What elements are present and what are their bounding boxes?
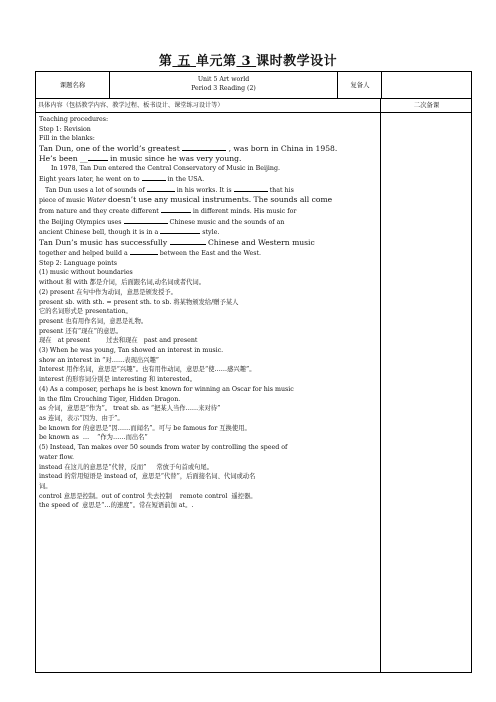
- language-point: 它的名词形式是 presentation。: [39, 308, 132, 316]
- topic-label: 课题名称: [36, 72, 110, 98]
- language-point: control 意思是控制。out of control 失去控制 remote control 遥控器。: [39, 492, 257, 500]
- language-point: without 和 with 都是介词，后面跟名词,动名词或者代词。: [39, 279, 206, 287]
- language-point: present sb. with sth. = present sth. to sb. 将某物颁发给/赠予某人: [39, 298, 239, 306]
- unit-number: 五: [177, 54, 191, 69]
- lesson-number: 3: [241, 54, 252, 69]
- title-suffix: 课时教学设计: [256, 54, 338, 69]
- topic-period: Period 3 Reading (2): [191, 85, 256, 92]
- title-prefix: 第: [158, 54, 173, 69]
- language-point: instead 在这儿的意思是“代替，反而” 常放于句首或句尾。: [39, 463, 214, 471]
- passage-line: In 1978, Tan Dun entered the Central Conservatory of Music in Beijing.: [51, 165, 281, 173]
- language-point: as 介词，意思是“作为”。 treat sb. as “把某人当作……来对待”: [39, 405, 221, 413]
- topic-row: [36, 72, 471, 99]
- passage-line: the Beijing Olympics uses Chinese music and the sounds of an: [39, 218, 285, 226]
- page-title: [0, 50, 496, 69]
- step2-heading: Step 2: Language points: [39, 259, 117, 267]
- language-point: water flow.: [39, 453, 75, 461]
- lesson-content: [36, 113, 381, 672]
- passage-line: ancient Chinese bell, though it is in a style.: [39, 229, 220, 237]
- language-point: as 连词，表示“因为、由于”。: [39, 414, 124, 422]
- passage-line: Eight years later, he went on to in the USA.: [39, 175, 205, 183]
- language-point: Interest 用作名词，意思是“兴趣”。也有用作动词，意思是“使……感兴趣”。: [39, 366, 256, 374]
- language-point: (4) As a composer, perhaps he is best known for winning an Oscar for his music: [39, 385, 294, 393]
- language-point: be known for 的意思是“因……而闻名”。可与 be famous for 互换使用。: [39, 424, 251, 432]
- fill-blanks-heading: Fill in the blanks:: [39, 135, 95, 143]
- passage-line: Tan Dun uses a lot of sounds of in his works. It is that his: [45, 186, 294, 194]
- topic-value: [110, 72, 338, 98]
- language-point: present 还有“现在”的意思。: [39, 327, 123, 335]
- procedures-heading: Teaching procedures:: [39, 116, 109, 123]
- content-header: 具体内容（包括教学内容、教学过程、板书设计、课堂练习设计等）: [36, 99, 381, 112]
- passage-line: from nature and they create different in different minds. His music for: [39, 207, 297, 215]
- language-point: in the film Crouching Tiger, Hidden Dragon.: [39, 395, 181, 403]
- language-point: the speed of 意思是“…的速度”。常在短语前加 at。.: [39, 502, 194, 510]
- passage-line: together and helped build a between the East and the West.: [39, 250, 261, 258]
- language-point: interest 的形容词分别是 interesting 和 interested。: [39, 376, 197, 384]
- language-point: instead 的常用短语是 instead of，意思是“代替”，后面接名词、代词或动名: [39, 473, 256, 481]
- passage-line: Tan Dun, one of the world’s greatest , was born in China in 1958.: [39, 144, 338, 154]
- language-point: present 也有用作名词，意思是礼物。: [39, 317, 148, 325]
- language-point: be known as … “作为……而出名”: [39, 434, 148, 442]
- step1-heading: Step 1: Revision: [39, 125, 91, 133]
- passage-line: piece of music Water doesn’t use any musical instruments. The sounds all come: [39, 195, 333, 205]
- topic-unit: Unit 5 Art world: [197, 76, 250, 83]
- second-prep-header: 二次备课: [413, 101, 440, 109]
- title-middle: 单元第: [195, 54, 237, 69]
- language-point: (3) When he was young, Tan showed an interest in music.: [39, 347, 224, 355]
- language-point: (5) Instead, Tan makes over 50 sounds from water by controlling the speed of: [39, 444, 288, 452]
- language-point: (2) present 在句中作为动词，意思是颁发授予。: [39, 288, 177, 296]
- language-point: show an interest in “对……表现出兴趣”: [39, 356, 159, 364]
- reviewer-label: 复备人: [339, 72, 382, 98]
- language-point: 词。: [39, 482, 52, 490]
- language-point: (1) music without boundaries: [39, 269, 133, 277]
- language-point: 现在 at present 过去和现在 past and present: [39, 337, 198, 345]
- passage-line: He’s been __ in music since he was very young.: [39, 154, 242, 164]
- lesson-plan-table: [35, 71, 472, 673]
- passage-line: Tan Dun’s music has successfully Chinese and Western music: [39, 238, 315, 248]
- header-row: [36, 99, 471, 113]
